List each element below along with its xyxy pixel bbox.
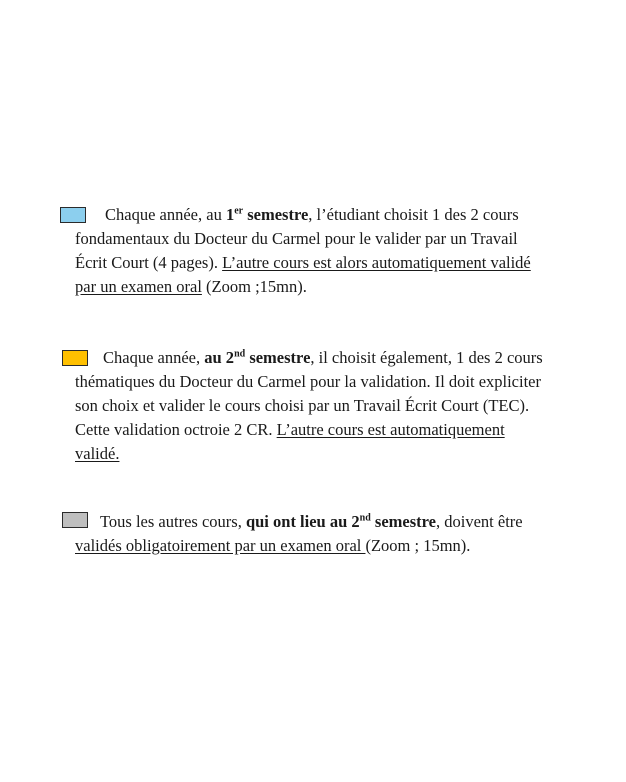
p1-line-2: fondamentaux du Docteur du Carmel pour le valider par un Travail [75,229,518,248]
p1-line-3: Écrit Court (4 pages). L’autre cours est alors automatiquement validé [75,253,531,272]
p3-line-1: Tous les autres cours, qui ont lieu au 2nd semestre, doivent être [100,512,523,531]
p1-line-1: Chaque année, au 1er semestre, l’étudiant choisit 1 des 2 cours [105,205,519,224]
p1-line-4: par un examen oral (Zoom ;15mn). [75,277,307,296]
paragraph-first-semester [75,203,623,299]
p2-line-2: thématiques du Docteur du Carmel pour la validation. Il doit expliciter [75,372,541,391]
paragraph-other-courses [75,510,623,558]
p2-line-3: son choix et valider le cours choisi par un Travail Écrit Court (TEC). [75,396,530,415]
p2-line-5: validé. [75,444,120,463]
paragraph-second-semester [75,346,623,466]
p3-line-2: validés obligatoirement par un examen oral (Zoom ; 15mn). [75,536,471,555]
p2-line-1: Chaque année, au 2nd semestre, il choisit également, 1 des 2 cours [103,348,543,367]
p2-line-4: Cette validation octroie 2 CR. L’autre cours est automatiquement [75,420,505,439]
